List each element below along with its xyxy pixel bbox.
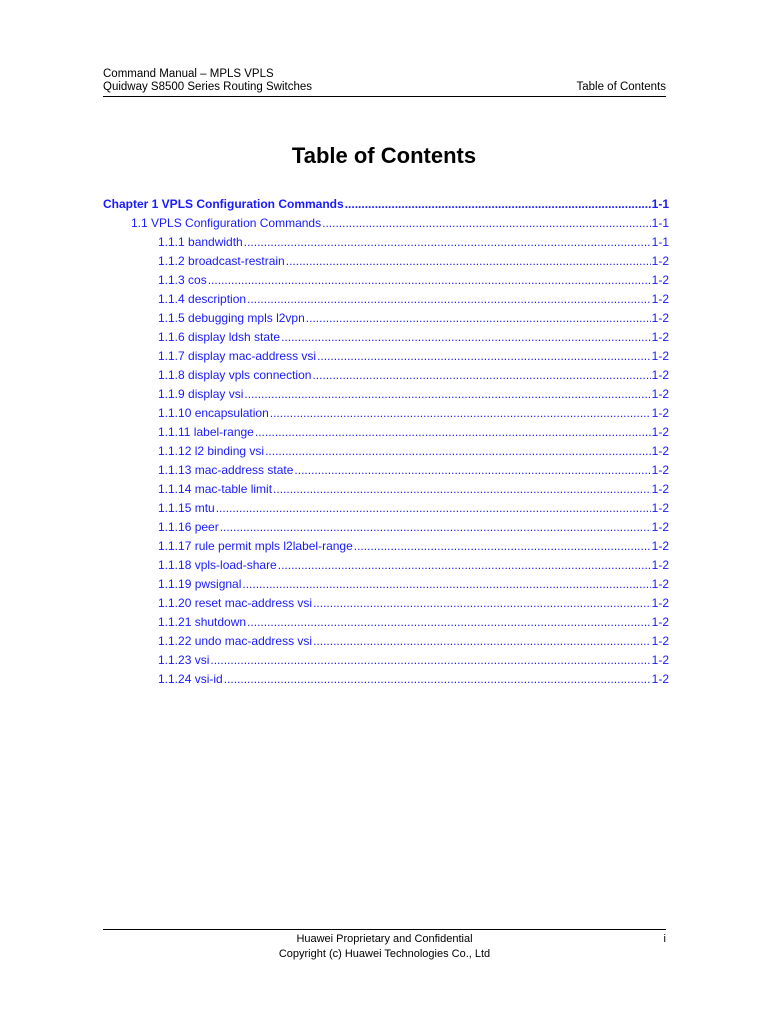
toc-entry-page: 1-2 (651, 463, 669, 477)
toc-entry-label: 1.1.5 debugging mpls l2vpn (158, 311, 305, 325)
toc-entry-page: 1-2 (651, 330, 669, 344)
toc-leader-dots (242, 577, 650, 591)
toc-entry-page: 1-2 (651, 596, 669, 610)
toc-entry[interactable] (103, 482, 669, 501)
toc-entry-page: 1-2 (651, 672, 669, 686)
toc-entry[interactable] (103, 539, 669, 558)
toc-leader-dots (220, 520, 651, 534)
toc-leader-dots (313, 634, 651, 648)
footer-divider (103, 929, 666, 930)
toc-entry-page: 1-1 (651, 235, 669, 249)
toc-entry[interactable] (103, 463, 669, 482)
toc-entry-label: 1.1.20 reset mac-address vsi (158, 596, 313, 610)
header-section-name: Table of Contents (576, 81, 666, 93)
toc-entry-label: 1.1.24 vsi-id (158, 672, 223, 686)
toc-entry-page: 1-2 (651, 653, 669, 667)
toc-entry[interactable] (103, 672, 669, 691)
toc-leader-dots (208, 273, 651, 287)
toc-entry-label: 1.1.8 display vpls connection (158, 368, 312, 382)
toc-entry[interactable] (103, 425, 669, 444)
toc-entry-label: 1.1.18 vpls-load-share (158, 558, 277, 572)
toc-entry-page: 1-2 (651, 444, 669, 458)
table-of-contents (103, 197, 669, 691)
toc-entry-page: 1-2 (651, 615, 669, 629)
toc-leader-dots (322, 216, 651, 230)
toc-entry-label: 1.1.22 undo mac-address vsi (158, 634, 313, 648)
toc-entry-label: 1.1.6 display ldsh state (158, 330, 281, 344)
header-product-name: Quidway S8500 Series Routing Switches (103, 81, 313, 93)
toc-entry-label: 1.1.15 mtu (158, 501, 215, 515)
toc-entry[interactable] (103, 501, 669, 520)
header-divider (103, 96, 666, 97)
toc-leader-dots (216, 501, 651, 515)
toc-entry-page: 1-2 (651, 558, 669, 572)
toc-leader-dots (265, 444, 651, 458)
toc-leader-dots (317, 349, 651, 363)
toc-entry-page: 1-2 (651, 577, 669, 591)
toc-entry-label: 1.1.19 pwsignal (158, 577, 242, 591)
toc-entry-page: 1-2 (651, 520, 669, 534)
toc-entry[interactable] (103, 406, 669, 425)
toc-entry[interactable] (103, 197, 669, 216)
toc-entry[interactable] (103, 653, 669, 672)
toc-leader-dots (273, 482, 651, 496)
footer-page-number: i (663, 933, 666, 945)
toc-leader-dots (244, 235, 651, 249)
toc-entry[interactable] (103, 216, 669, 235)
footer-copyright: Copyright (c) Huawei Technologies Co., Ltd (278, 948, 491, 960)
toc-entry[interactable] (103, 330, 669, 349)
toc-leader-dots (281, 330, 651, 344)
toc-entry-label: 1.1.4 description (158, 292, 247, 306)
toc-entry-page: 1-2 (651, 311, 669, 325)
toc-entry-label: 1.1.14 mac-table limit (158, 482, 273, 496)
toc-entry-label: 1.1.10 encapsulation (158, 406, 269, 420)
toc-entry-page: 1-2 (651, 387, 669, 401)
page-footer (103, 932, 666, 962)
footer-confidentiality: Huawei Proprietary and Confidential (296, 933, 473, 945)
toc-leader-dots (286, 254, 651, 268)
toc-leader-dots (354, 539, 651, 553)
toc-leader-dots (278, 558, 651, 572)
toc-entry-label: 1.1.2 broadcast-restrain (158, 254, 285, 268)
toc-entry-page: 1-2 (651, 368, 669, 382)
toc-entry[interactable] (103, 254, 669, 273)
toc-entry[interactable] (103, 235, 669, 254)
toc-entry[interactable] (103, 368, 669, 387)
toc-entry-label: 1.1.21 shutdown (158, 615, 247, 629)
toc-entry-page: 1-2 (651, 349, 669, 363)
toc-leader-dots (270, 406, 651, 420)
toc-leader-dots (244, 387, 650, 401)
toc-entry[interactable] (103, 387, 669, 406)
toc-entry-label: 1.1.7 display mac-address vsi (158, 349, 317, 363)
toc-entry[interactable] (103, 615, 669, 634)
toc-entry-page: 1-2 (651, 425, 669, 439)
toc-entry-label: 1.1.11 label-range (158, 425, 254, 439)
toc-entry[interactable] (103, 634, 669, 653)
toc-leader-dots (294, 463, 650, 477)
toc-leader-dots (210, 653, 650, 667)
toc-entry-label: 1.1.1 bandwidth (158, 235, 243, 249)
toc-entry-page: 1-2 (651, 634, 669, 648)
toc-leader-dots (313, 596, 651, 610)
toc-leader-dots (345, 197, 651, 211)
toc-entry-label: 1.1.17 rule permit mpls l2label-range (158, 539, 353, 553)
toc-entry-page: 1-2 (651, 501, 669, 515)
toc-entry-label: 1.1.3 cos (158, 273, 207, 287)
toc-entry-page: 1-2 (651, 406, 669, 420)
header-manual-title: Command Manual – MPLS VPLS (103, 68, 274, 80)
toc-entry-label: 1.1.12 l2 binding vsi (158, 444, 265, 458)
toc-entry[interactable] (103, 558, 669, 577)
toc-entry-page: 1-2 (651, 273, 669, 287)
toc-entry[interactable] (103, 596, 669, 615)
toc-entry[interactable] (103, 520, 669, 539)
toc-entry-page: 1-1 (651, 197, 669, 211)
toc-entry-label: 1.1 VPLS Configuration Commands (131, 216, 322, 230)
toc-entry[interactable] (103, 577, 669, 596)
toc-leader-dots (247, 615, 651, 629)
toc-leader-dots (312, 368, 650, 382)
toc-entry-label: 1.1.23 vsi (158, 653, 210, 667)
toc-entry[interactable] (103, 292, 669, 311)
toc-entry-page: 1-2 (651, 254, 669, 268)
toc-entry-label: 1.1.9 display vsi (158, 387, 244, 401)
toc-leader-dots (306, 311, 651, 325)
toc-leader-dots (247, 292, 651, 306)
toc-entry[interactable] (103, 444, 669, 463)
toc-entry-page: 1-1 (651, 216, 669, 230)
toc-leader-dots (255, 425, 651, 439)
toc-entry[interactable] (103, 311, 669, 330)
toc-entry-page: 1-2 (651, 539, 669, 553)
page-header (103, 68, 666, 94)
toc-entry-label: 1.1.13 mac-address state (158, 463, 294, 477)
toc-leader-dots (224, 672, 651, 686)
toc-entry-page: 1-2 (651, 292, 669, 306)
toc-entry[interactable] (103, 273, 669, 292)
toc-entry[interactable] (103, 349, 669, 368)
page-title: Table of Contents (291, 143, 477, 168)
toc-entry-label: 1.1.16 peer (158, 520, 219, 534)
toc-entry-page: 1-2 (651, 482, 669, 496)
toc-entry-label: Chapter 1 VPLS Configuration Commands (103, 197, 344, 211)
